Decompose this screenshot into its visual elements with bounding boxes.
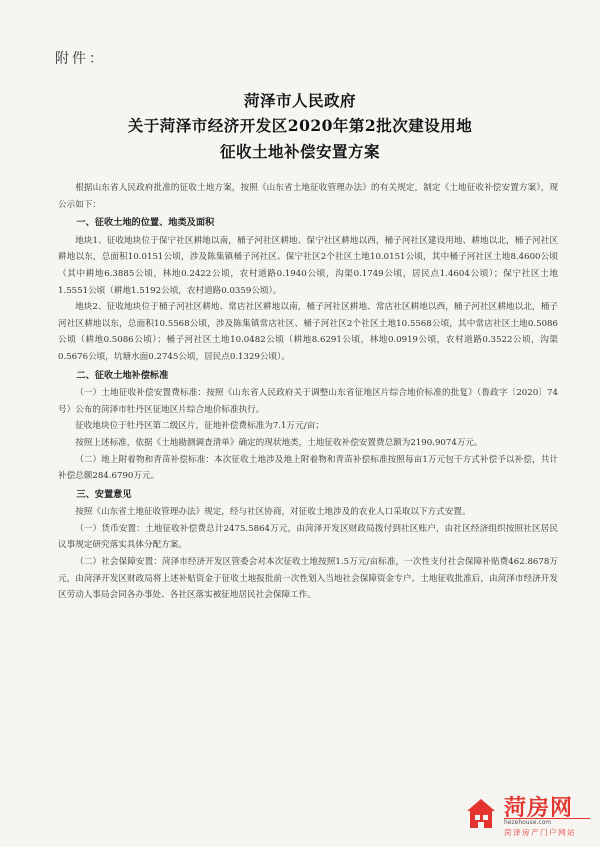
section-2-paragraph-1: （一）土地征收补偿安置费标准：按照《山东省人民政府关于调整山东省征地区片综合地价标准的批复》（鲁政字〔2020〕74号）公布的菏泽市牡丹区征地区片综合地价标准执行。 [58,388,558,415]
attachment-label: 附件： [55,51,106,67]
section-3-paragraph-2: （一）货币安置：土地征收补偿费总计2475.5864万元，由菏泽开发区财政局拨付到社区账户，由社区经济组织按照社区居民议事规定研究落实具体分配方案。 [58,523,558,551]
watermark-tagline: 菏泽房产门户网站 [504,828,576,837]
section-1-paragraph-1: 地块1、征收地块位于保宁社区耕地以南，桶子河社区耕地、保宁社区耕地以西，桶子河社区建设用地、耕地以北，桶子河社区耕地以东，总面积10.0151公顷，涉及陈集镇桶子河社区、保宁社区2个社区土地10.0151公顷，其中桶子河社区土地8.4600公顷（其中耕地6.3885公顷，林地0.2422公顷，农村道路0.1940公顷，沟渠0.1749公顷，居民点1.4604公顷）；保宁社区土地1.5551公顷（耕地1.5192公顷，农村道路0.0359公顷）。 [58,235,558,296]
document-body [58,180,558,604]
title-line-2: 关于菏泽市经济开发区2020年第2批次建设用地 [127,116,473,135]
watermark-site-name: 菏房网 [504,796,574,821]
intro-paragraph: 根据山东省人民政府批准的征收土地方案，按照《山东省土地征收管理办法》的有关规定，制定《土地征收补偿安置方案》，现公示如下： [58,183,558,210]
section-2-heading: 二、征收土地补偿标准 [76,369,169,381]
house-logo-icon [464,797,498,831]
watermark-url: hezehouse.com [504,818,590,826]
section-1-heading: 一、征收土地的位置、地类及面积 [76,217,215,229]
title-line-1: 菏泽市人民政府 [243,91,356,110]
section-3-paragraph-1: 按照《山东省土地征收管理办法》规定，经与社区协商，对征收土地涉及的农业人口采取以下方式安置。 [75,507,471,518]
site-watermark [464,791,592,839]
section-3-paragraph-3: （二）社会保障安置：菏泽市经济开发区管委会对本次征收土地按照1.5万元/亩标准，一次性支付社会保障补贴费462.8678万元，由菏泽开发区财政局将上述补贴资金于征收土地报批前一次性划入当地社会保障资金专户。土地征收批准后，由菏泽市经济开发区劳动人事局会同各办事处、各社区落实被征地居民社会保障工作。 [58,557,558,601]
section-2-paragraph-4: （二）地上附着物和青苗补偿标准：本次征收土地涉及地上附着物和青苗补偿标准按照每亩1万元包干方式补偿予以补偿，共计补偿总额284.6790万元。 [58,454,558,482]
section-1-paragraph-2: 地块2、征收地块位于桶子河社区耕地、常店社区耕地以南，桶子河社区耕地、常店社区耕地以西，桶子河社区耕地以北，桶子河社区耕地以东，总面积10.5568公顷，涉及陈集镇常店社区、桶子河社区2个社区土地10.5568公顷，其中常店社区土地0.5086公顷（耕地0.5086公顷）；桶子河社区土地10.0482公顷（耕地8.6291公顷，林地0.0919公顷，农村道路0.3522公顷，沟渠0.5676公顷，坑塘水面0.2745公顷，居民点0.1329公顷）。 [58,302,558,362]
section-3-heading: 三、安置意见 [76,488,132,500]
section-2-paragraph-3: 按照上述标准，依据《土地勘测调查清单》确定的现状地类，土地征收补偿安置费总额为2190.9074万元。 [75,437,483,448]
section-2-paragraph-2: 征收地块位于牡丹区第二级区片，征地补偿费标准为7.1万元/亩； [75,421,324,432]
title-line-3: 征收土地补偿安置方案 [219,142,380,161]
